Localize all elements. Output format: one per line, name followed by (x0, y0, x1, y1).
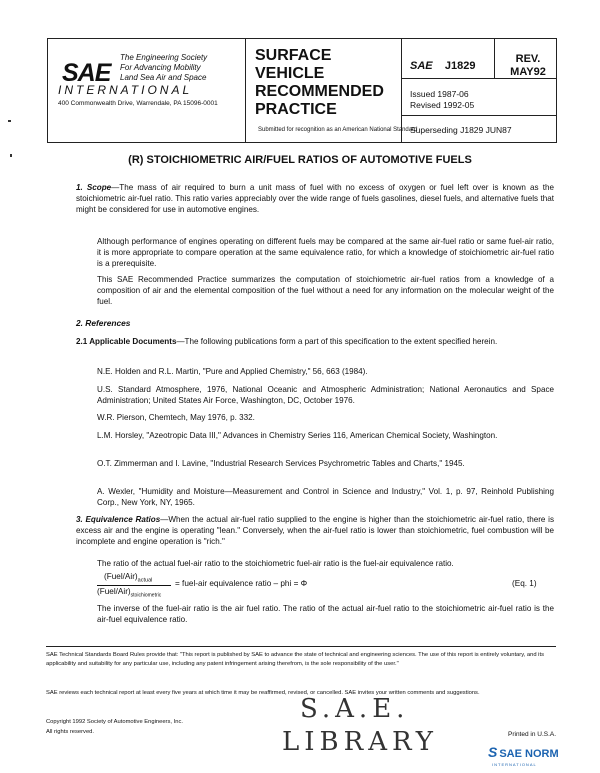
library-stamp-line-2: LIBRARY (282, 727, 438, 757)
reference-item: A. Wexler, "Humidity and Moisture—Measurement and Control in Science and Industry," Vol. 1, p. 97, Reinhold Publishing Corp., New York, NY, 1965. (97, 487, 554, 507)
document-number: SAE J1829 (410, 60, 476, 72)
international-label: INTERNATIONAL (58, 83, 193, 97)
margin-mark (8, 120, 11, 122)
equation-denominator: $(Fuel/Air)_{stoichiometric}$ (97, 587, 162, 599)
scope-paragraph-3: This SAE Recommended Practice summarizes the computation of stoichiometric air-fuel ratios from a knowledge of a composition of air and the elemental composition of the fuel without a need for any information on the molecular weight of the fuel. (97, 275, 554, 306)
applicable-documents: 2.1 Applicable Documents—The following publications form a part of this specification to the extent specified herein. (76, 337, 498, 346)
submitted-note: Submitted for recognition as an American National Standard (258, 127, 418, 133)
revision-box: REV. MAY92 (510, 53, 546, 78)
sae-norm-brand: S SAE NORM (488, 744, 559, 760)
library-stamp-line-1: S.A.E. (300, 694, 410, 724)
printed-in: Printed in U.S.A. (508, 731, 557, 738)
document-title: (R) STOICHIOMETRIC AIR/FUEL RATIOS OF AUTOMOTIVE FUELS (128, 154, 472, 166)
footer-rule (46, 646, 556, 647)
sae-norm-subline: INTERNATIONAL (492, 762, 537, 767)
scope-paragraph-1: 1. Scope—The mass of air required to burn a unit mass of fuel with no excess of oxygen or fuel left over is known as the stoichiometric air-fuel ratio. This ratio varies appreciably over the wide range of fuels gasolines, diesel fuels, and alternative fuels that might be considered for use in automotive engines. (76, 183, 554, 214)
rights-reserved: All rights reserved. (46, 729, 95, 735)
reference-item: O.T. Zimmerman and I. Lavine, "Industrial Research Services Psychrometric Tables and Charts," 1945. (97, 459, 465, 468)
review-note: SAE reviews each technical report at least every five years at which time it may be reaffirmed, revised, or cancelled. SAE invites your written comments and suggestions. (46, 690, 480, 696)
issue-dates: Issued 1987-06 Revised 1992-05 (410, 89, 475, 110)
equation-numerator: $(Fuel/Air)_{actual}$ (104, 572, 153, 584)
reference-item: L.M. Horsley, "Azeotropic Data III," Advances in Chemistry Series 116, American Chemical Society, Washington. (97, 431, 498, 440)
society-tagline: The Engineering Society For Advancing Mobility Land Sea Air and Space (120, 53, 208, 82)
scope-paragraph-2: Although performance of engines operating on different fuels may be compared at the same air-fuel ratio or same fuel-air ratio, it is more appropriate to compare operation at the same equivalence ratio, for which a knowledge of stoichiometric air-fuel ratio is a prerequisite. (97, 237, 554, 268)
superseding: Superseding J1829 JUN87 (410, 125, 512, 135)
sae-logo: SAE (62, 59, 111, 87)
equivalence-paragraph-1: 3. Equivalence Ratios—When the actual air-fuel ratio supplied to the engine is higher than the stoichiometric air-fuel ratio, there is excess air and the engine is operating "lean." Conversely, when the air-fuel ratio is lower than stoichiometric, fuel combustion will be incomplete and engine operation is "rich." (76, 515, 555, 546)
reference-item: N.E. Holden and R.L. Martin, "Pure and Applied Chemistry," 56, 663 (1984). (97, 367, 368, 376)
references-heading: 2. References (76, 318, 131, 328)
document-type: SURFACE VEHICLE RECOMMENDED PRACTICE (255, 47, 384, 118)
equivalence-paragraph-3: The inverse of the fuel-air ratio is the air fuel ratio. The ratio of the actual air-fuel ratio to the stoichiometric air-fuel ratio is the air-fuel equivalence ratio. (97, 604, 554, 624)
reference-item: U.S. Standard Atmosphere, 1976, National Oceanic and Atmospheric Administration; National Aeronautics and Space Administration; United States Air Force, Washington, DC, October 1976. (97, 385, 554, 405)
reference-item: W.R. Pierson, Chemtech, May 1976, p. 332. (97, 413, 255, 422)
equation-label: (Eq. 1) (512, 579, 537, 588)
equivalence-paragraph-2: The ratio of the actual fuel-air ratio to the stoichiometric fuel-air ratio is the fuel-air equivalence ratio. (97, 559, 454, 568)
address: 400 Commonwealth Drive, Warrendale, PA 15096-0001 (58, 100, 218, 107)
header-box (47, 38, 557, 143)
equation-rhs: = fuel-air equivalence ratio – phi = Φ (175, 579, 308, 588)
copyright: Copyright 1992 Society of Automotive Engineers, Inc. (46, 719, 183, 725)
fraction-bar (97, 585, 171, 586)
board-rules: SAE Technical Standards Board Rules provide that: "This report is published by SAE to advance the state of technical and engineering sciences. The use of this report is entirely voluntary, and its applicability and suitability for any particular use, including any patent infringement arising therefrom, is the sole responsibility of the user." (46, 652, 544, 667)
